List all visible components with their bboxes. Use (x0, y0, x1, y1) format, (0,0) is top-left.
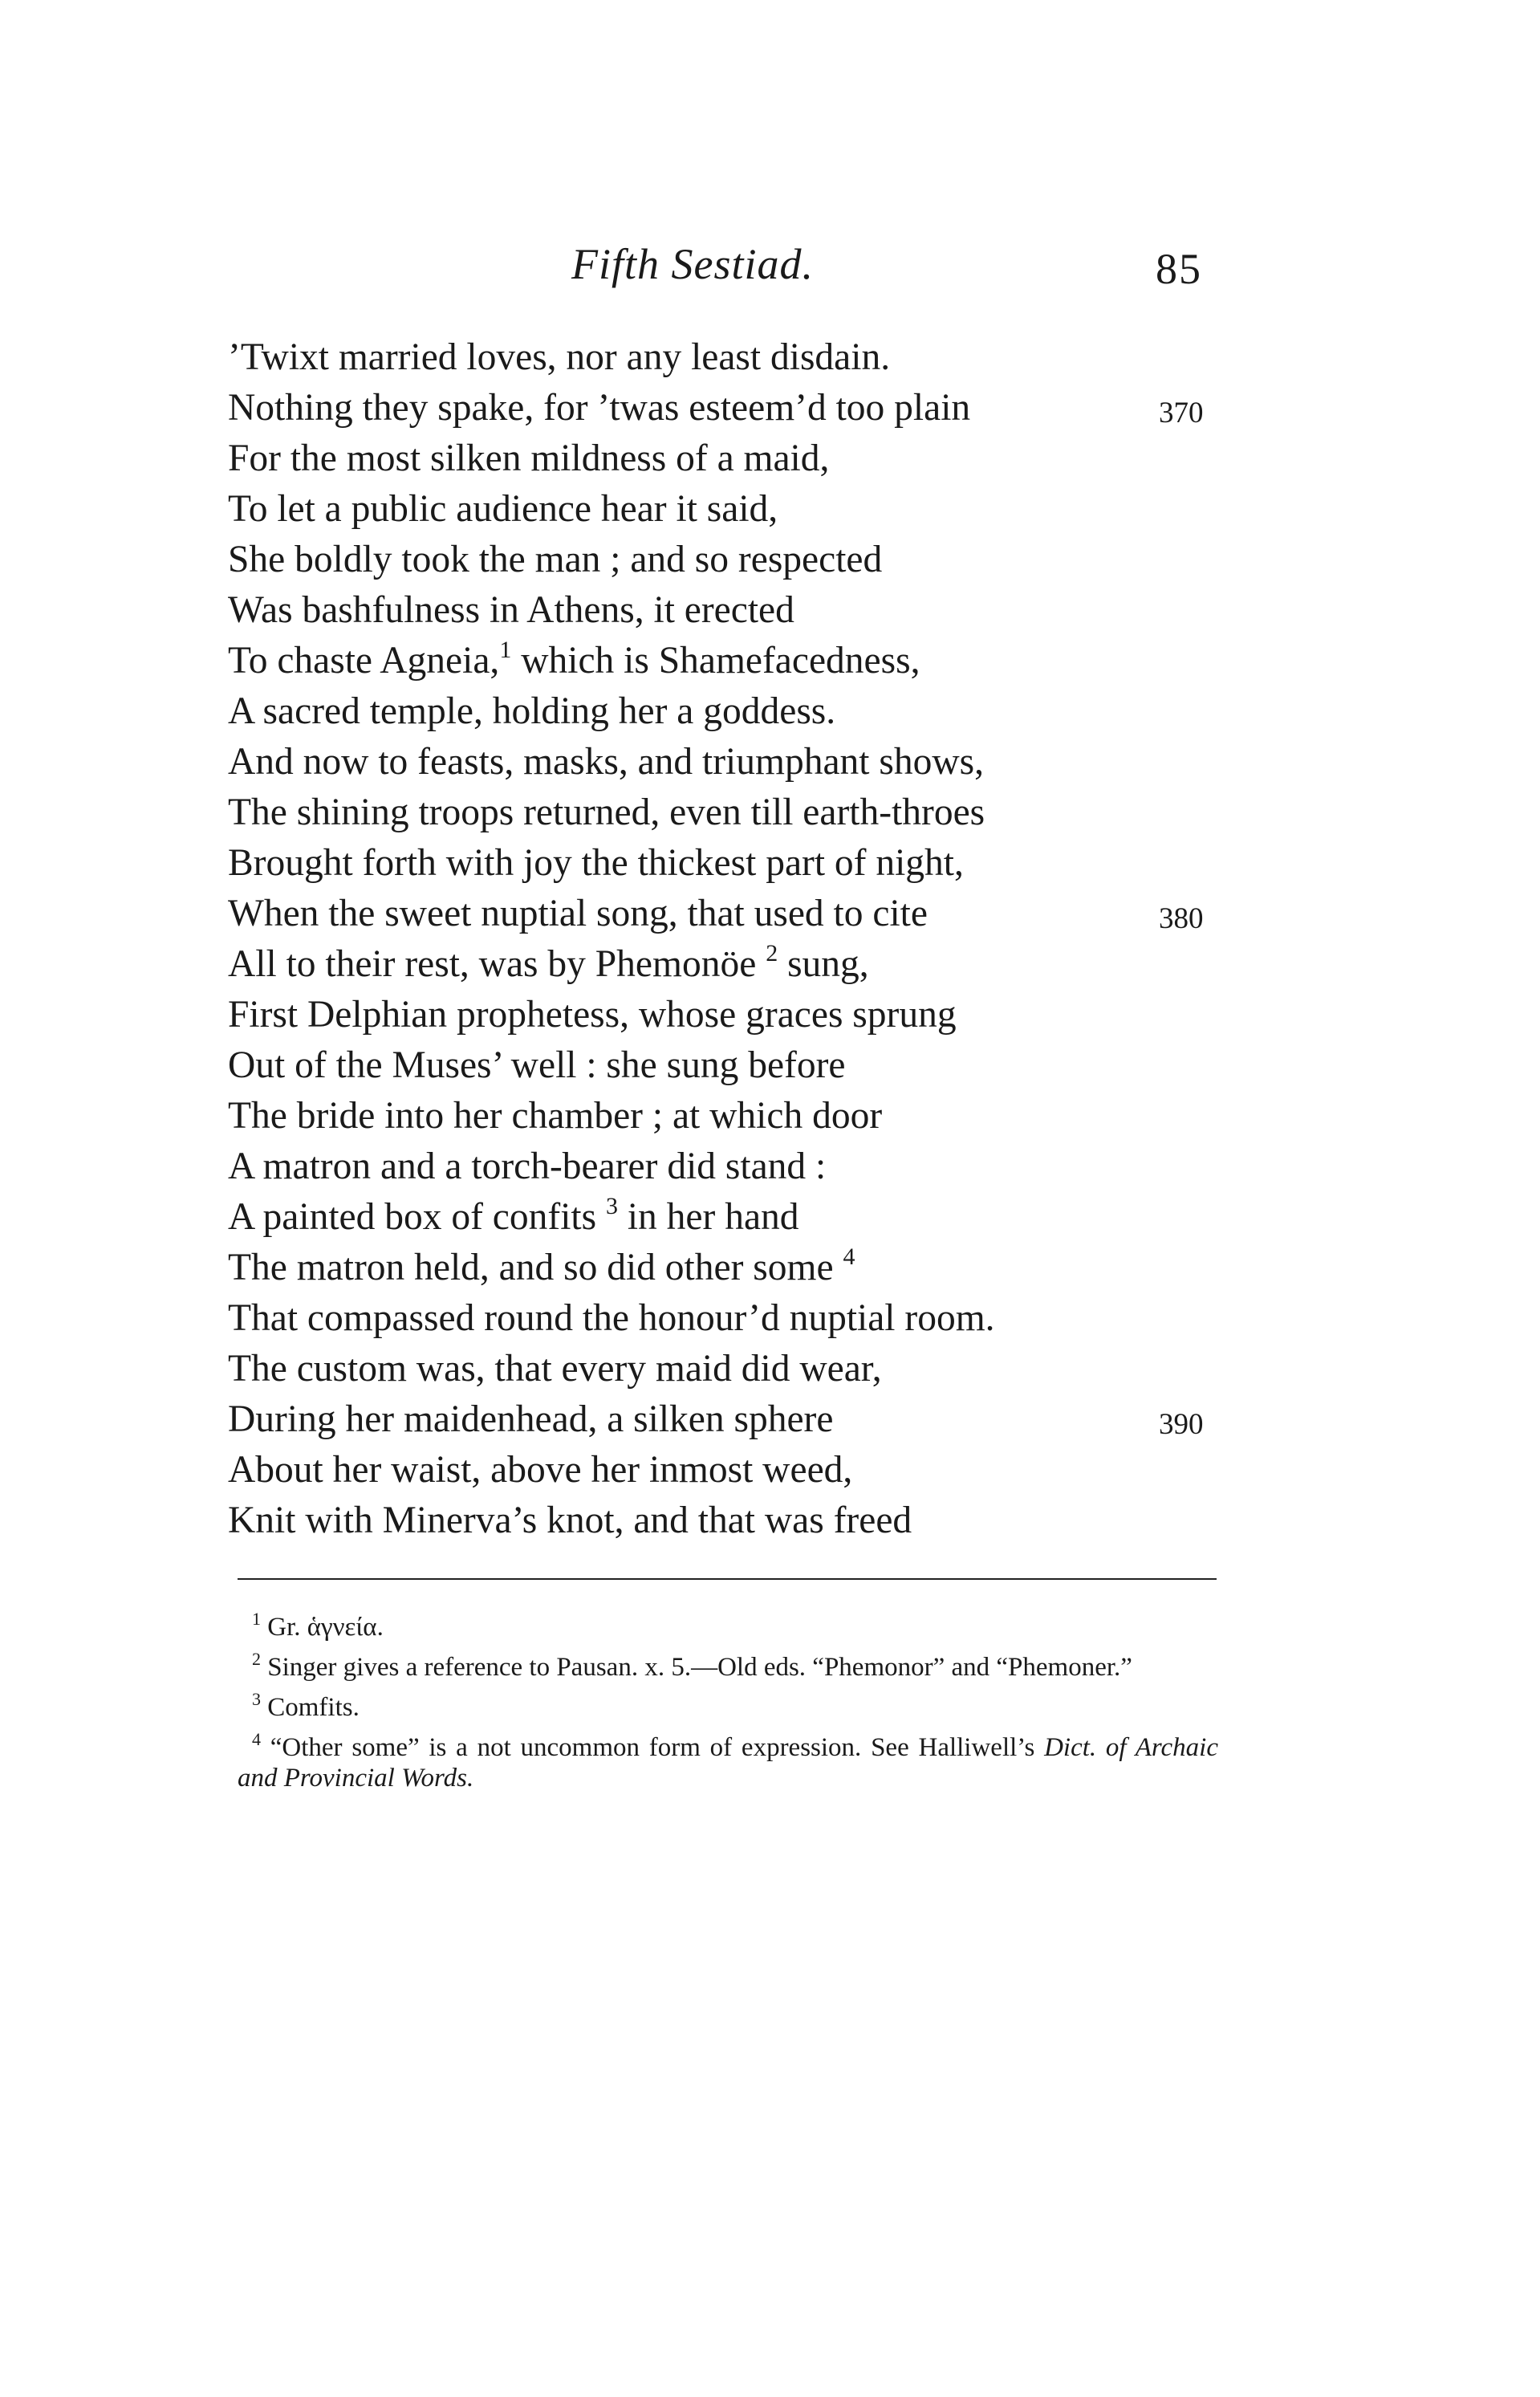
verse-line (228, 838, 1223, 889)
verse-text: That compassed round the honour’d nuptial room. (228, 1297, 995, 1339)
footnote (238, 1609, 1218, 1642)
verse-text: Nothing they spake, for ’twas esteem’d too plain (228, 387, 971, 429)
verse-text: Brought forth with joy the thickest part of night, (228, 842, 964, 884)
verse-line (228, 484, 1223, 535)
footnote-ref: 2 (766, 940, 778, 967)
footnote-text: Singer gives a reference to Pausan. x. 5.—Old eds. “Phemonor” and “Phemoner.” (267, 1653, 1132, 1682)
verse-line (228, 1344, 1223, 1394)
verse-line (228, 1243, 1223, 1293)
verse-line (228, 383, 1223, 433)
verse-line (228, 1293, 1223, 1344)
footnote-divider (238, 1578, 1217, 1580)
verse-text: First Delphian prophetess, whose graces sprung (228, 994, 957, 1036)
verse-line (228, 889, 1223, 939)
verse-text: When the sweet nuptial song, that used to cite (228, 893, 928, 934)
verse-line (228, 990, 1223, 1040)
footnote-marker: 2 (252, 1649, 261, 1669)
verse-text: About her waist, above her inmost weed, (228, 1449, 853, 1491)
verse-line (228, 1091, 1223, 1142)
verse-text: Knit with Minerva’s knot, and that was freed (228, 1500, 912, 1541)
verse-text: The custom was, that every maid did wear, (228, 1348, 882, 1390)
verse-text: A matron and a torch-bearer did stand : (228, 1146, 827, 1187)
verse-text: She boldly took the man ; and so respected (228, 539, 883, 580)
verse-line (228, 939, 1223, 990)
footnote-marker: 4 (252, 1729, 261, 1749)
footnote (238, 1689, 1218, 1723)
verse-text: Was bashfulness in Athens, it erected (228, 589, 794, 631)
verse-text: To let a public audience hear it said, (228, 488, 778, 530)
verse-line (228, 1394, 1223, 1445)
verse-line (228, 636, 1223, 686)
verse-line (228, 686, 1223, 737)
verse-text: A painted box of confits (228, 1196, 606, 1238)
footnote-ref: 4 (843, 1243, 855, 1270)
verse-line (228, 332, 1223, 383)
verse-line (228, 1496, 1223, 1546)
verse-text: sung, (778, 943, 869, 985)
verse-text: ’Twixt married loves, nor any least disdain. (228, 336, 891, 378)
verse-text: All to their rest, was by Phemonöe (228, 943, 766, 985)
footnote-ref: 3 (605, 1193, 618, 1219)
footnote-marker: 3 (252, 1689, 261, 1709)
verse-line (228, 1040, 1223, 1091)
line-number: 380 (1159, 902, 1204, 935)
verse-text: The matron held, and so did other some (228, 1247, 843, 1288)
footnote-text: Comfits. (267, 1693, 360, 1722)
verse-text: During her maidenhead, a silken sphere (228, 1398, 834, 1440)
footnotes (238, 1609, 1218, 1803)
verse-text: The bride into her chamber ; at which door (228, 1095, 883, 1137)
verse-text: which is Shamefacedness, (511, 640, 920, 682)
line-number: 390 (1159, 1408, 1204, 1441)
verse-line (228, 535, 1223, 585)
verse-text: Out of the Muses’ well : she sung before (228, 1044, 846, 1086)
verse-line (228, 787, 1223, 838)
verse-text: A sacred temple, holding her a goddess. (228, 690, 836, 732)
line-number: 370 (1159, 397, 1204, 429)
verse-text: And now to feasts, masks, and triumphant shows, (228, 741, 984, 783)
verse-line (228, 1142, 1223, 1192)
poem-text (228, 332, 1223, 1546)
verse-text: For the most silken mildness of a maid, (228, 437, 830, 479)
verse-text: To chaste Agneia, (228, 640, 500, 682)
verse-line (228, 1192, 1223, 1243)
footnote-ref: 1 (499, 637, 512, 663)
verse-text: The shining troops returned, even till earth-throes (228, 792, 985, 833)
verse-line (228, 585, 1223, 636)
verse-line (228, 433, 1223, 484)
footnote (238, 1649, 1218, 1683)
footnote-text: “Other some” is a not uncommon form of expression. See Halliwell’s (270, 1733, 1035, 1762)
footnote-italic-title: Dict. of Archaic and Provincial Words. (238, 1733, 1218, 1793)
footnote-marker: 1 (252, 1609, 261, 1629)
page-number: 85 (1156, 245, 1202, 293)
verse-text: in her hand (617, 1196, 799, 1238)
footnote-text: Gr. ἁγνεία. (267, 1613, 384, 1642)
verse-line (228, 1445, 1223, 1496)
running-title: Fifth Sestiad. (571, 240, 814, 288)
footnote (238, 1729, 1218, 1793)
verse-line (228, 737, 1223, 787)
